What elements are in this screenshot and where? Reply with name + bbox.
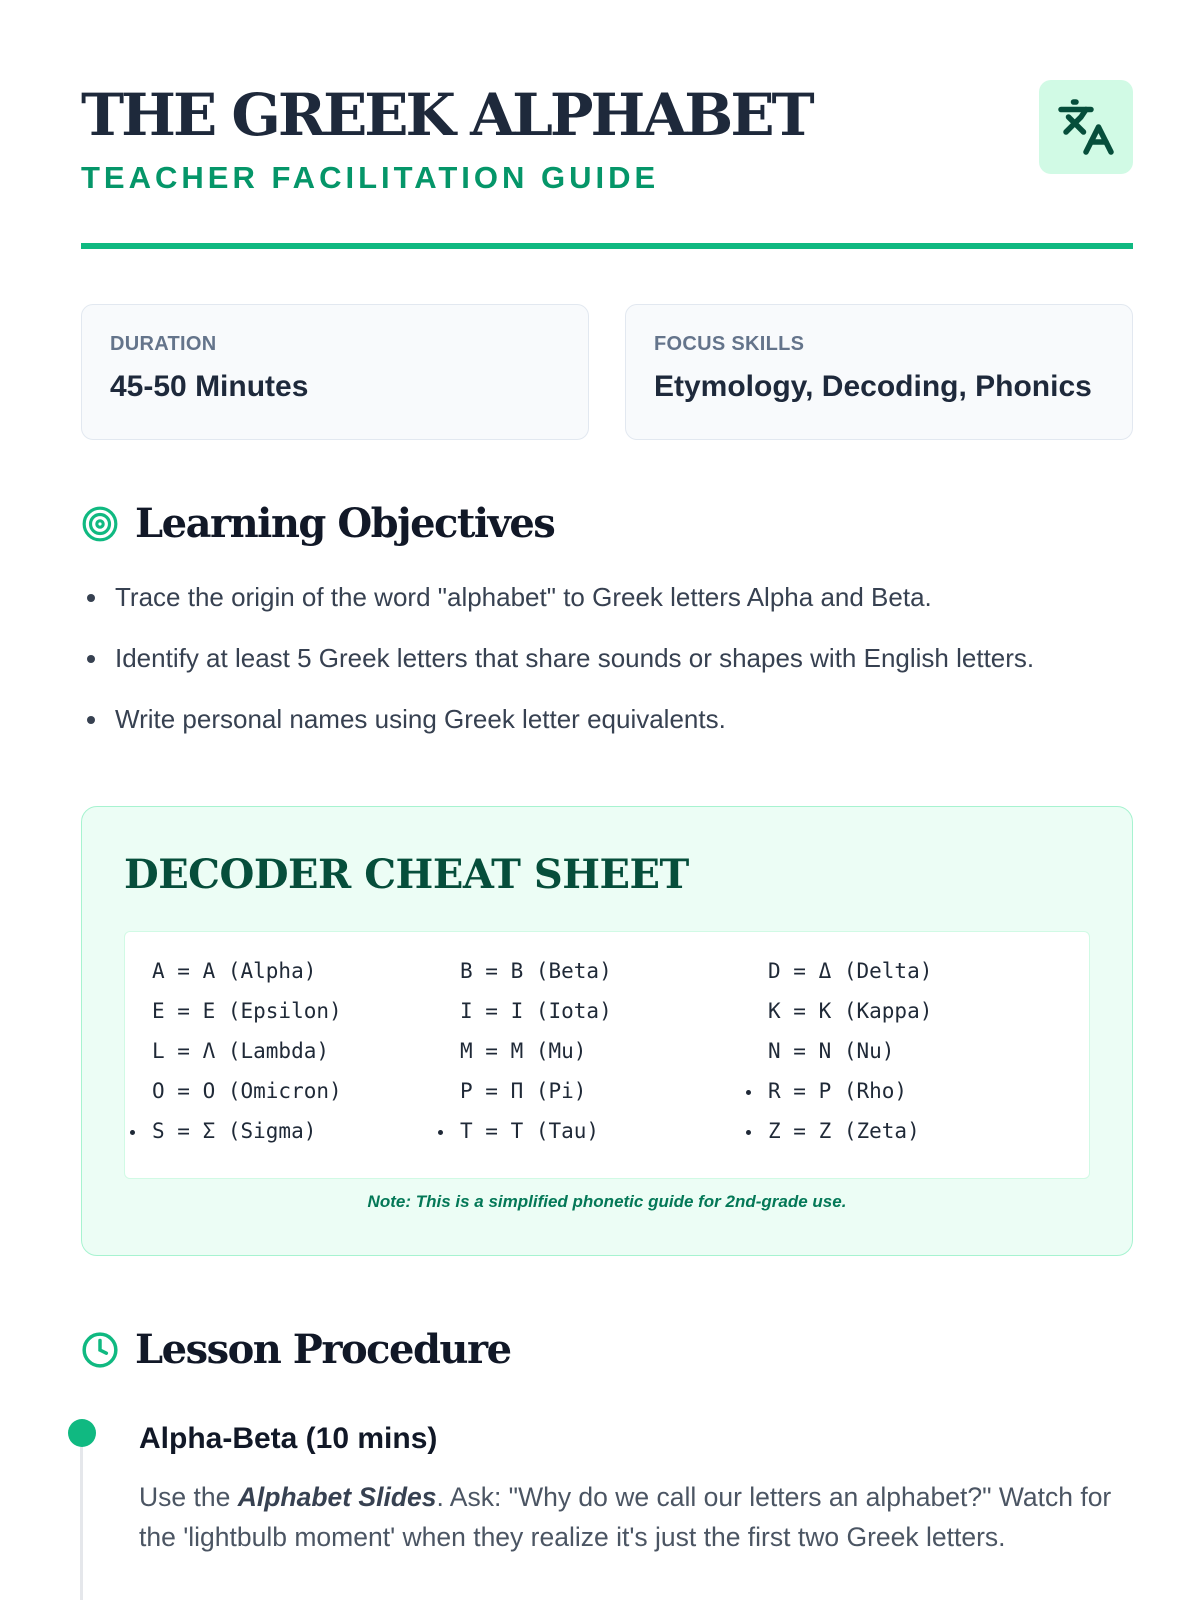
list-item: Identify at least 5 Greek letters that share sounds or shapes with English letters. [81,641,1034,702]
cheat-cell: A = A (Alpha) [152,959,317,983]
cheat-cell: L = Λ (Lambda) [152,1039,330,1063]
timeline-dot [68,1419,96,1447]
decoder-note: Note: This is a simplified phonetic guide for 2nd-grade use. [367,1192,847,1211]
focus-skills-card [625,304,1133,440]
cheat-cell: P = Π (Pi) [460,1079,587,1103]
list-item: Trace the origin of the word "alphabet" to Greek letters Alpha and Beta. [81,580,1034,641]
page-subtitle: TEACHER FACILITATION GUIDE [81,160,660,195]
cheat-cell: I = I (Iota) [460,999,612,1023]
page-header [81,80,1133,250]
clock-icon [81,1331,119,1369]
step-text: . Ask: "Why do we call our letters an alphabet?" Watch for the 'lightbulb moment' when they realize it's just the first two Greek letters. [139,1482,1112,1552]
cheat-sheet-grid [124,931,1090,1179]
duration-card [81,304,589,440]
list-item: Write personal names using Greek letter equivalents. [81,702,1034,763]
cheat-cell: B = B (Beta) [460,959,612,983]
cheat-cell: O = O (Omicron) [152,1079,342,1103]
duration-label: DURATION [110,333,217,355]
cheat-cell: M = M (Mu) [460,1039,587,1063]
cheat-cell: K = K (Kappa) [768,999,933,1023]
cheat-cell: Z = Z (Zeta) [768,1119,920,1143]
decoder-title: DECODER CHEAT SHEET [124,851,689,898]
step-text: Use the [139,1482,238,1512]
cheat-cell: T = T (Tau) [460,1119,600,1143]
target-icon [81,505,119,543]
decoder-cheat-sheet [81,806,1133,1256]
procedure-heading [81,1326,511,1373]
procedure-title: Lesson Procedure [135,1326,511,1373]
step-title: Alpha-Beta (10 mins) [139,1422,438,1455]
objectives-list [81,580,1034,763]
cheat-cell: S = Σ (Sigma) [152,1119,317,1143]
page-title: THE GREEK ALPHABET [81,81,812,149]
cheat-cell: R = P (Rho) [768,1079,908,1103]
translate-icon [1039,80,1133,174]
cheat-cell: D = Δ (Delta) [768,959,933,983]
cheat-cell: N = N (Nu) [768,1039,895,1063]
focus-skills-label: FOCUS SKILLS [654,333,805,355]
cheat-cell: E = E (Epsilon) [152,999,342,1023]
step-emphasis: Alphabet Slides [237,1482,437,1512]
duration-value: 45-50 Minutes [110,370,309,403]
objectives-heading [81,500,555,547]
step-description [139,1477,1139,1557]
header-divider [81,243,1133,249]
timeline-line [80,1430,83,1600]
focus-skills-value: Etymology, Decoding, Phonics [654,370,1092,403]
objectives-title: Learning Objectives [135,500,555,547]
